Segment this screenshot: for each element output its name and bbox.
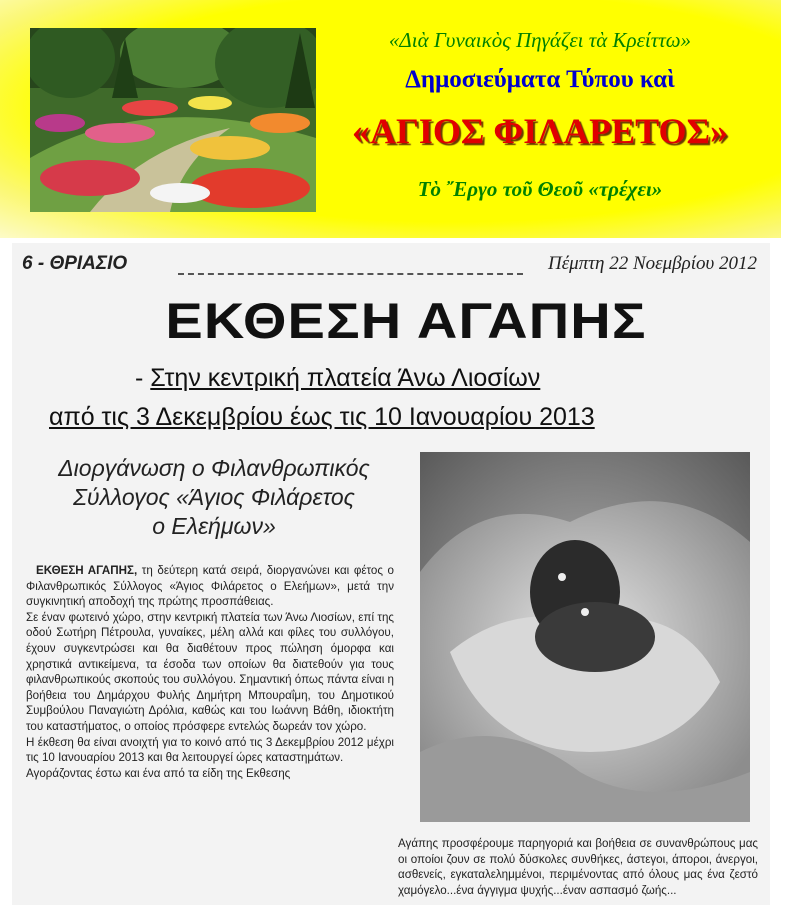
banner-subtitle: Δημοσιεύματα Τύπου καὶ bbox=[405, 66, 675, 93]
article-body bbox=[26, 563, 394, 781]
subtitle-location: Στην κεντρική πλατεία Άνω Λιοσίων bbox=[150, 364, 541, 392]
subtitle-line-2: από τις 3 Δεκεμβρίου έως τις 10 Ιανουαρίου 2013 bbox=[49, 403, 595, 431]
subtitle-dash: - bbox=[135, 364, 151, 392]
organizer-line-2: Σύλλογος «Άγιος Φιλάρετος bbox=[73, 484, 355, 510]
header-divider bbox=[178, 273, 523, 275]
organizer-line-1: Διοργάνωση ο Φιλανθρωπικός bbox=[58, 455, 370, 481]
header-banner bbox=[0, 0, 781, 238]
page-label: 6 - ΘΡΙΑΣΙΟ bbox=[22, 253, 128, 274]
article-headline: ΕΚΘΕΣΗ ΑΓΑΠΗΣ bbox=[165, 293, 647, 349]
organizer-line-3: ο Ελεήμων» bbox=[152, 513, 276, 539]
body-paragraph-4: Αγοράζοντας έστω και ένα από τα είδη της Εκθεσης bbox=[26, 766, 291, 780]
body-paragraph-3: Η έκθεση θα είναι ανοιχτή για το κοινό από τις 3 Δεκεμβρίου 2012 μέχρι τις 10 Ιανουαρίου 2013 και θα λειτουργεί ώρες καταστημάτων. bbox=[26, 735, 394, 765]
banner-title: «ΑΓΙΟΣ ΦΙΛΑΡΕΤΟΣ» bbox=[351, 111, 728, 151]
body-paragraph-1: τη δεύτερη κατά σειρά, διοργανώνει και φέτος ο Φιλανθρωπικός Σύλλογος «Άγιος Φιλάρετος ο Ελεήμων», μετά την συγκινητική αποδοχή της πρώτης προσπάθειας. bbox=[26, 564, 394, 609]
banner-tagline: Τὸ ῎Εργο τοῦ Θεοῦ «τρέχει» bbox=[417, 177, 663, 201]
garden-photo bbox=[30, 28, 316, 212]
body-paragraph bbox=[26, 563, 394, 610]
publication-date: Πέμπτη 22 Νοεμβρίου 2012 bbox=[547, 253, 757, 274]
infant-in-hands-photo bbox=[420, 452, 750, 822]
banner-motto: «Διὰ Γυναικὸς Πηγάζει τὰ Κρείττω» bbox=[388, 28, 692, 52]
organizer-heading bbox=[24, 454, 404, 541]
subtitle-line-1 bbox=[135, 364, 540, 393]
body-paragraph-2: Σε έναν φωτεινό χώρο, στην κεντρική πλατεία των Άνω Λιοσίων, επί της οδού Σωτήρη Πέτρουλα, γυναίκες, μέλη αλλά και φίλες του συλλόγου, έχουν συγκεντρώσει και θα διαθέτουν προς πώληση όμορφα και χρηστικά αντικείμενα, τα έσοδα των οποίων θα διατεθούν για τους φιλανθρωπικούς σκοπούς του συλλόγου. Σημαντική όπως πάντα είναι η βοήθεια του Δημάρχου Φυλής Δημήτρη Μπουραΐμη, του Δημοτικού Συμβούλου Παναγιώτη Δρόλια, καθώς και του Ιωάννη Βάθη, ιδιοκτήτη του καταστήματος, ο οποίος πρόσφερε εντελώς δωρεάν τον χώρο. bbox=[26, 610, 394, 733]
body-lead: ΕΚΘΕΣΗ ΑΓΑΠΗΣ, bbox=[36, 564, 138, 577]
article-continuation: Αγάπης προσφέρουμε παρηγοριά και βοήθεια σε συνανθρώπους μας οι οποίοι ζουν σε πολύ δύσκολες συνθήκες, άστεγοι, άποροι, άνεργοι, ασθενείς, εγκαταλελημμένοι, περιμένοντας από όλους μας ένα ζεστό χαμόγελο...ένα άγγιγμα ψυχής...έναν ασπασμό ζωής... bbox=[398, 837, 758, 897]
